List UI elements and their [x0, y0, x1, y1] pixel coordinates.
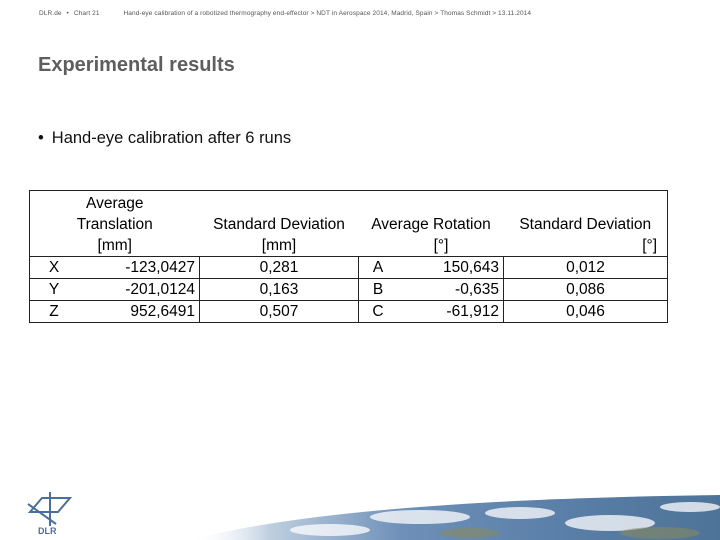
bullet-text: Hand-eye calibration after 6 runs [51, 129, 292, 147]
header-average-rotation [359, 191, 504, 257]
table-row [30, 279, 668, 301]
rotation-value: -61,912 [397, 301, 504, 323]
rotation-std-value: 0,012 [504, 257, 668, 279]
header-subtitle: Hand-eye calibration of a robotized thermography end-effector > NDT in Aerospace 2014, Madrid, Spain > Thomas Schmidt > 13.11.2014 [123, 10, 532, 17]
rotation-value: 150,643 [397, 257, 504, 279]
header-text: [mm] [97, 237, 132, 254]
axis-label: Y [30, 279, 79, 301]
rotation-std-value: 0,086 [504, 279, 668, 301]
table-row [30, 301, 668, 323]
header-site: DLR.de [39, 10, 62, 17]
table-row [30, 257, 668, 279]
header-chart-number: Chart 21 [73, 10, 100, 17]
header-text: [°] [642, 237, 657, 254]
translation-value: -201,0124 [78, 279, 200, 301]
header-text: [°] [433, 237, 449, 254]
rotation-axis-label: C [372, 303, 384, 320]
slide-header [39, 10, 534, 17]
rotation-value: -0,635 [397, 279, 504, 301]
translation-std-value: 0,163 [200, 279, 359, 301]
header-average-translation [30, 191, 200, 257]
header-separator: • [66, 10, 69, 17]
calibration-results-table [29, 190, 668, 323]
translation-value: 952,6491 [78, 301, 200, 323]
dlr-logo-mark [28, 492, 70, 526]
header-text: Translation [76, 216, 153, 233]
translation-std-value: 0,281 [200, 257, 359, 279]
bullet-point [38, 129, 291, 148]
axis-label: Z [49, 303, 59, 320]
header-std-deviation-mm [200, 191, 359, 257]
rotation-std-value: 0,046 [566, 303, 605, 320]
header-text: Average Rotation [371, 216, 491, 233]
dlr-logo-text: DLR [38, 526, 57, 536]
header-text: [mm] [261, 237, 297, 254]
translation-value: -123,0427 [78, 257, 200, 279]
rotation-axis-label: B [359, 279, 398, 301]
header-text: Standard Deviation [519, 216, 652, 233]
rotation-axis-label: A [359, 257, 398, 279]
header-text: Standard Deviation [213, 216, 345, 233]
table-header-row [30, 191, 668, 257]
dlr-logo [20, 490, 80, 536]
axis-label: X [30, 257, 79, 279]
earth-satellite-image [190, 495, 720, 540]
page-title: Experimental results [38, 54, 235, 76]
bullet-marker: • [38, 129, 44, 147]
translation-std-value: 0,507 [200, 301, 359, 323]
header-std-deviation-deg [504, 191, 668, 257]
header-text: Average [86, 195, 144, 212]
